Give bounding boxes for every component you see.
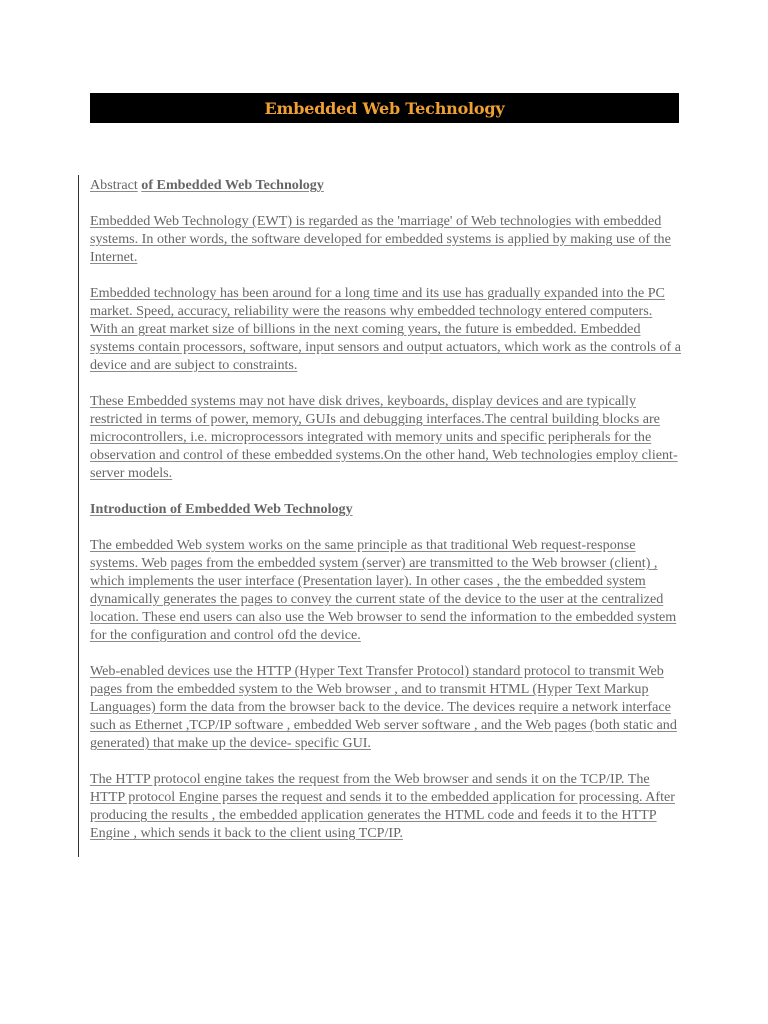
- page-title: Embedded Web Technology: [264, 98, 505, 118]
- left-border-rule: [78, 175, 79, 857]
- article-body: [90, 176, 682, 860]
- abstract-paragraph-3: These Embedded systems may not have disk drives, keyboards, display devices and are typically restricted in terms of power, memory, GUIs and debugging interfaces.The central building blocks are microcontrollers, i.e. microprocessors integrated with memory units and specific peripherals for the observation and control of these embedded systems.On the other hand, Web technologies employ client-server models.: [90, 393, 678, 481]
- abstract-heading-prefix: Abstract: [90, 177, 138, 193]
- title-bar: [90, 93, 679, 123]
- abstract-heading: [90, 176, 682, 194]
- abstract-heading-rest: of Embedded Web Technology: [141, 177, 324, 193]
- intro-heading: Introduction of Embedded Web Technology: [90, 501, 353, 517]
- intro-paragraph-3: The HTTP protocol engine takes the request from the Web browser and sends it on the TCP/IP. The HTTP protocol Engine parses the request and sends it to the embedded application for processing. After producing the results , the embedded application generates the HTML code and feeds it to the HTTP Engine , which sends it back to the client using TCP/IP.: [90, 771, 675, 841]
- intro-paragraph-2: Web-enabled devices use the HTTP (Hyper Text Transfer Protocol) standard protocol to transmit Web pages from the embedded system to the Web browser , and to transmit HTML (Hyper Text Markup Languages) form the data from the browser back to the device. The devices require a network interface such as Ethernet ,TCP/IP software , embedded Web server software , and the Web pages (both static and generated) that make up the device- specific GUI.: [90, 663, 677, 751]
- intro-paragraph-1: The embedded Web system works on the same principle as that traditional Web request-response systems. Web pages from the embedded system (server) are transmitted to the Web browser (client) , which implements the user interface (Presentation layer). In other cases , the the embedded system dynamically generates the pages to convey the current state of the device to the user at the centralized location. These end users can also use the Web browser to send the information to the embedded system for the configuration and control ofd the device.: [90, 537, 677, 643]
- abstract-paragraph-2: Embedded technology has been around for a long time and its use has gradually expanded into the PC market. Speed, accuracy, reliability were the reasons why embedded technology entered computers. With an great market size of billions in the next coming years, the future is embedded. Embedded systems contain processors, software, input sensors and output actuators, which work as the controls of a device and are subject to constraints.: [90, 285, 682, 373]
- abstract-paragraph-1: Embedded Web Technology (EWT) is regarded as the 'marriage' of Web technologies with embedded systems. In other words, the software developed for embedded systems is applied by making use of the Internet.: [90, 213, 671, 265]
